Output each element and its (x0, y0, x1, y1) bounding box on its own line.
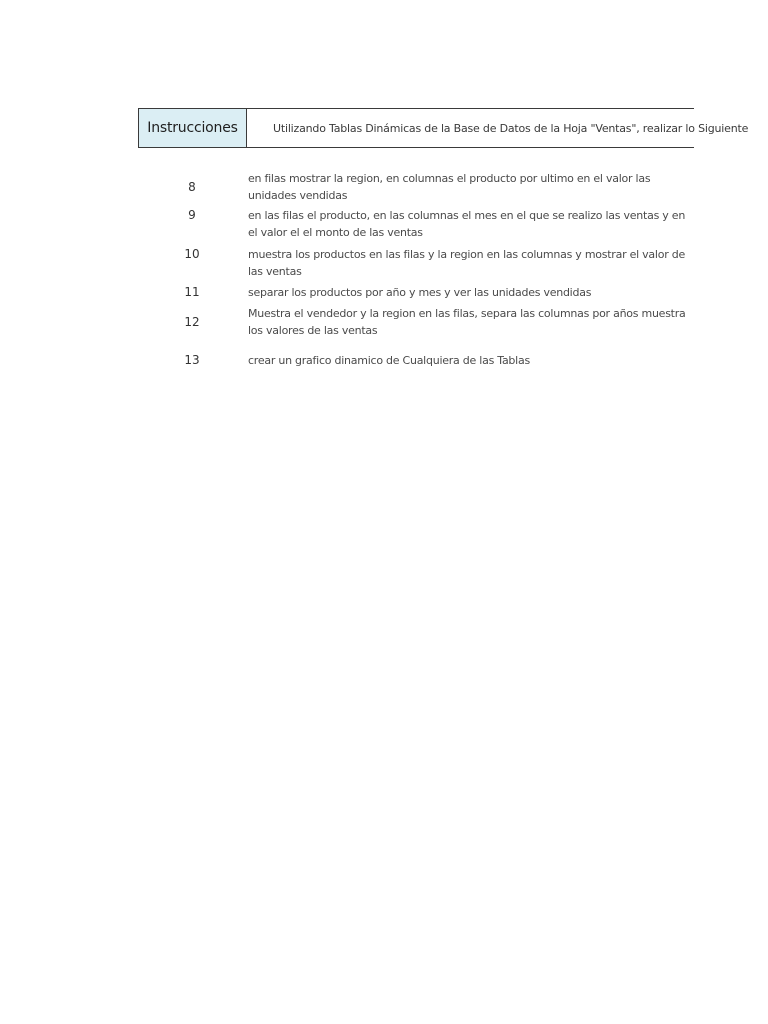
instructions-label: Instrucciones (139, 109, 247, 147)
task-text: Muestra el vendedor y la region en las filas, separa las columnas por años muestra los valores de las ventas (248, 307, 686, 337)
task-text: muestra los productos en las filas y la region en las columnas y mostrar el valor de las ventas (248, 248, 685, 278)
task-number: 9 (188, 208, 196, 222)
task-row-8 (138, 170, 694, 204)
task-text: crear un grafico dinamico de Cualquiera de las Tablas (248, 354, 530, 367)
instructions-text: Utilizando Tablas Dinámicas de la Base de Datos de la Hoja "Ventas", realizar lo Siguiente (273, 121, 749, 135)
task-text: en filas mostrar la region, en columnas el producto por ultimo en el valor las unidades vendidas (248, 172, 651, 202)
task-row-11 (138, 284, 694, 301)
task-text: en las filas el producto, en las columnas el mes en el que se realizo las ventas y en el valor el el monto de las ventas (248, 209, 686, 239)
task-row-13 (138, 352, 694, 369)
instructions-header (138, 108, 749, 148)
task-row-10 (138, 246, 694, 280)
task-number: 8 (188, 180, 196, 194)
task-row-9 (138, 207, 694, 241)
task-text: separar los productos por año y mes y ver las unidades vendidas (248, 286, 592, 299)
task-number: 10 (184, 247, 200, 261)
task-row-12 (138, 305, 694, 339)
task-number: 11 (184, 285, 200, 299)
task-number: 13 (184, 353, 200, 367)
task-number: 12 (184, 315, 200, 329)
